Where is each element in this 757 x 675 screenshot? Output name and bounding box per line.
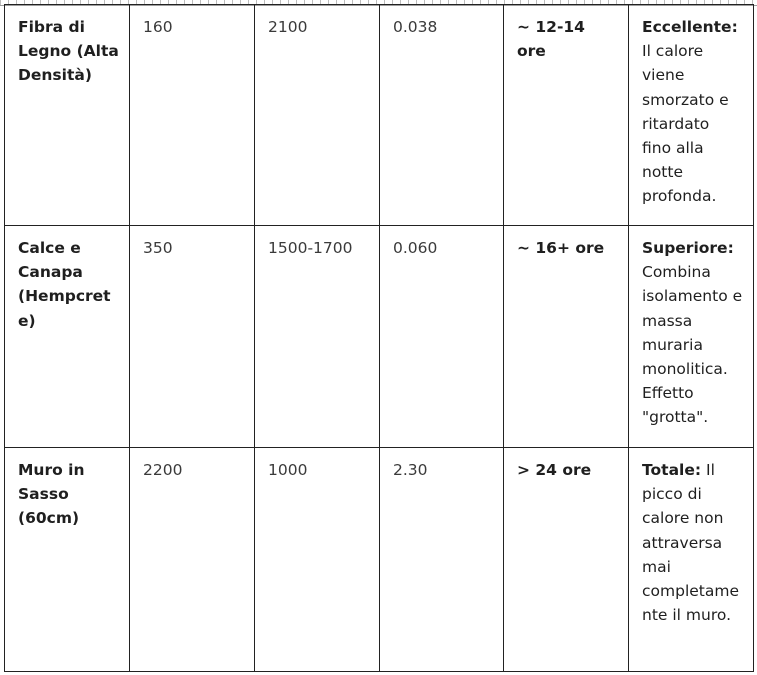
material-cell: Calce e Canapa (Hempcrete) <box>5 226 130 448</box>
conductivity-cell: 0.038 <box>380 5 504 226</box>
conductivity-cell: 2.30 <box>380 448 504 672</box>
specific-heat-cell: 1000 <box>255 448 380 672</box>
phase-shift-cell: > 24 ore <box>504 448 629 672</box>
rating-label: Eccellente: <box>642 18 738 36</box>
specific-heat-cell: 1500-1700 <box>255 226 380 448</box>
phase-shift-cell: ~ 12-14 ore <box>504 5 629 226</box>
material-cell: Muro in Sasso (60cm) <box>5 448 130 672</box>
phase-shift-cell: ~ 16+ ore <box>504 226 629 448</box>
conductivity-cell: 0.060 <box>380 226 504 448</box>
specific-heat-cell: 2100 <box>255 5 380 226</box>
rating-description: Il calore viene smorzato e ritardato fino alla notte profonda. <box>642 42 729 206</box>
evaluation-cell <box>629 226 754 448</box>
density-cell: 350 <box>130 226 255 448</box>
evaluation-cell <box>629 448 754 672</box>
rating-description: Combina isolamento e massa muraria monolitica. Effetto "grotta". <box>642 263 743 427</box>
rating-label: Superiore: <box>642 239 734 257</box>
rating-label: Totale: <box>642 461 702 479</box>
table-row <box>5 448 754 672</box>
material-comparison-table <box>4 4 754 672</box>
table-row <box>5 226 754 448</box>
material-cell: Fibra di Legno (Alta Densità) <box>5 5 130 226</box>
density-cell: 2200 <box>130 448 255 672</box>
rating-description: Il picco di calore non attraversa mai completamente il muro. <box>642 461 739 625</box>
density-cell: 160 <box>130 5 255 226</box>
evaluation-cell <box>629 5 754 226</box>
table-row <box>5 5 754 226</box>
